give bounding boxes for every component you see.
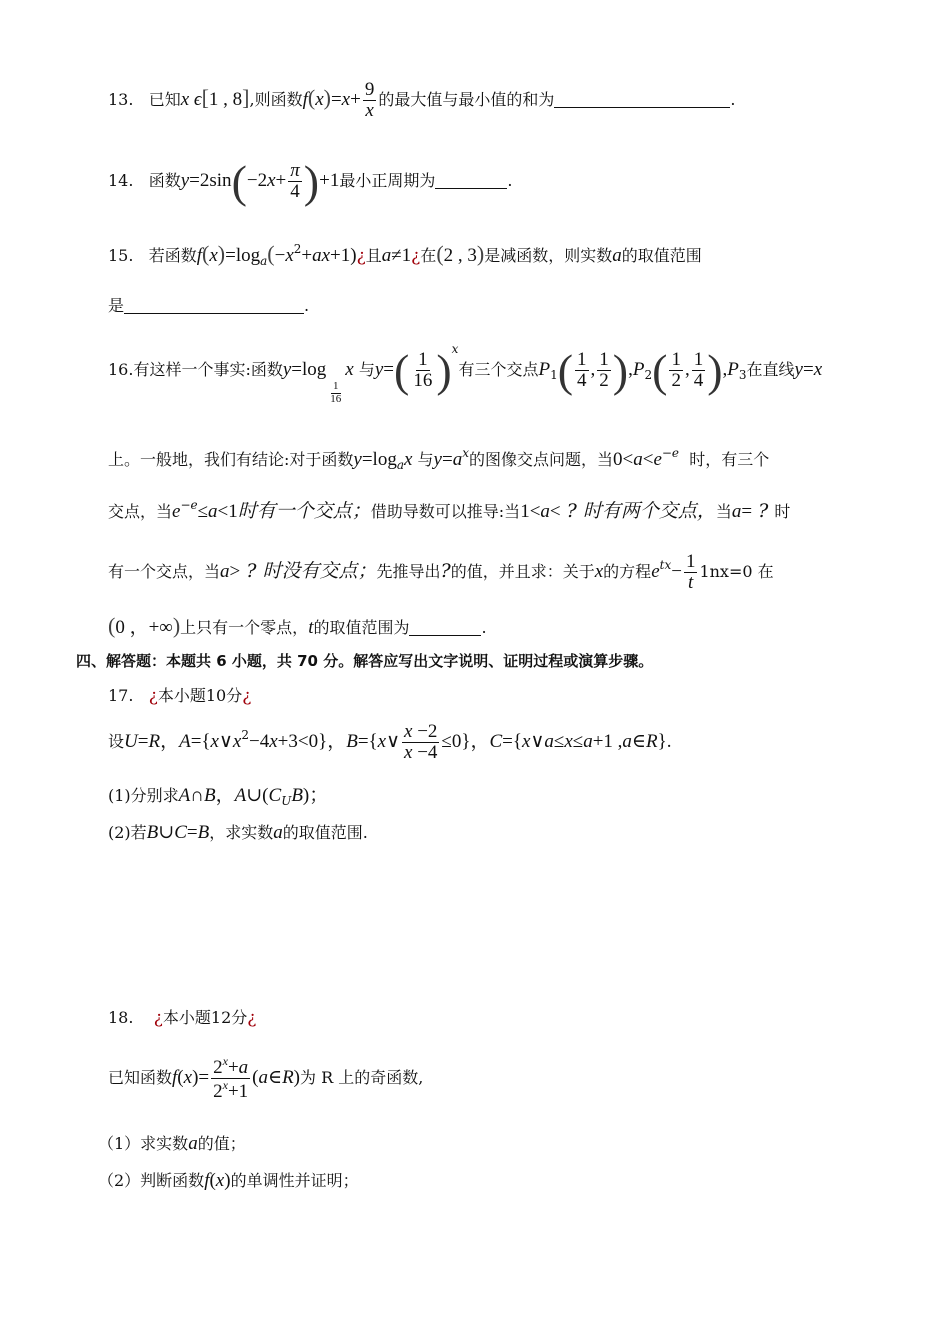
question-16-line-5: (0 ，+∞)上只有一个零点，t的取值范围为 . — [108, 613, 487, 638]
answer-blank-14[interactable] — [435, 172, 507, 189]
question-18-part-2: （2）判断函数f(x)的单调性并证明； — [98, 1170, 359, 1191]
answer-blank-13[interactable] — [554, 91, 730, 108]
section-heading: 四、解答题：本题共 6 小题，共 70 分。解答应写出文字说明、证明过程或演算步骤。 — [76, 652, 654, 670]
question-16-line-3: 交点，当$e^{-e}\le a<1$时有一个交点；借助导数可以推导:当1<a< ? 时有两个交点，当a= ? 时 — [108, 498, 791, 522]
question-15: 15. 若函数$f(x)=\log_a(-x^2+ax+1)¿$且a≠1¿在(2 , 3)是减函数，则实数a的取值范围 — [108, 241, 702, 268]
question-18: 18. ¿本小题12分¿ — [108, 1008, 257, 1028]
question-18-definition: 已知函数f(x)= $\frac{2^x+a}{2^x+1}$ (a∈R)为 R 上的奇函数, — [108, 1054, 424, 1102]
question-16-line-2: 上。一般地，我们有结论:对于函数$y=\log_ax$ 与$y=a^x$的图像交点问题，当$0<a<e^{-e}$ 时，有三个 — [108, 446, 770, 472]
answer-blank-16[interactable] — [409, 619, 481, 636]
question-13: 13. 已知x ϵ[1 , 8],则函数f(x)=x+ $\frac{9}{x}$ 的最大值与最小值的和为 . — [108, 79, 736, 121]
question-16-line-4: 有一个交点，当a> ? 时没有交点；先推导出?的值，并且求：关于x的方程$e^{tx}-$ $\frac{1}{t}$ 1nx=0 在 — [108, 551, 774, 593]
question-16: 16.有这样一个事实:函数y=log $\frac{1}{16}$ x 与y=( $\frac{1}{16}$ )$^x$有三个交点$P_1$( $\frac{1}{4}$ , $\frac{1}{2}$ )$,P_2$( $\frac{1}{2}$ , $\frac{1}{4}$ )$,P_3$在直线y=x — [108, 342, 823, 405]
question-17-part-2: (2)若B∪C=B，求实数a的取值范围. — [108, 822, 368, 843]
question-15-line-2: 是 . — [108, 296, 310, 315]
answer-blank-15[interactable] — [124, 297, 304, 314]
question-17-part-1: (1)分别求A∩B，$A\cup(C_UB)$； — [108, 785, 329, 808]
question-17: 17. ¿本小题10分¿ — [108, 686, 252, 706]
question-17-sets: 设U=R，$A=\{x\vee x^2-4x+3<0\}$，B={x∨ $\frac{x -2}{x -4}$ ≤0}，C={x∨a≤x≤a+1 ,a∈R}. — [108, 721, 672, 763]
question-18-part-1: （1）求实数a的值； — [98, 1133, 246, 1154]
question-14: 14. 函数y=2sin(−2x+ $\frac{\pi}{4}$ )+1最小正周期为 . — [108, 156, 513, 207]
